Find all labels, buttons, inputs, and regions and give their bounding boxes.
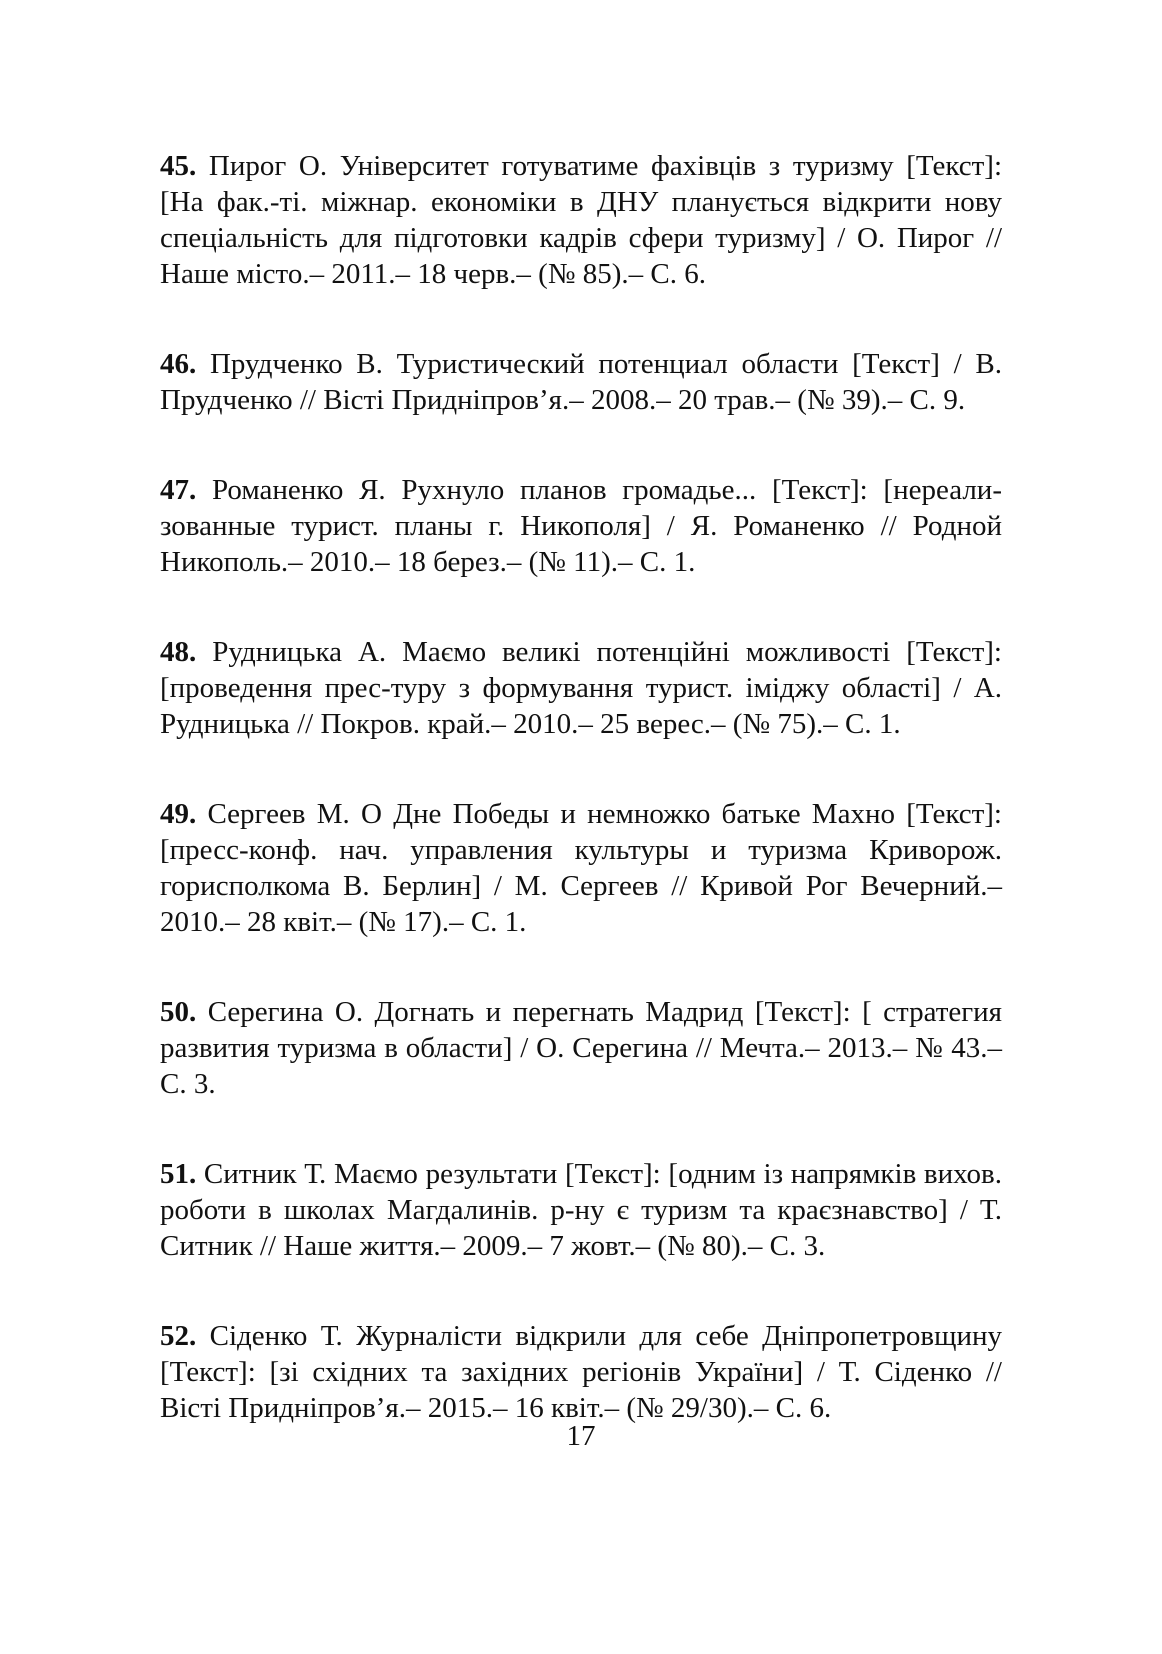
entry-number: 46.	[160, 348, 197, 380]
entry-text: Сергеев М. О Дне Победы и немножко батьке Махно [Текст]: [пресс-конф. нач. управления культуры и туризма Криворож. горисполкома В. Берлин] / М. Сергеев // Кривой Рог Вечерний.– 2010.– 28 квіт.– (№ 17).– С. 1.	[160, 798, 1002, 938]
bibliography-entry-48	[160, 634, 1002, 742]
entry-number: 45.	[160, 150, 197, 182]
bibliography-entry-49	[160, 796, 1002, 940]
bibliography-list	[160, 148, 1002, 1480]
bibliography-entry-47	[160, 472, 1002, 580]
bibliography-entry-45	[160, 148, 1002, 292]
entry-number: 52.	[160, 1320, 197, 1352]
entry-number: 51.	[160, 1158, 197, 1190]
page-number: 17	[566, 1420, 596, 1452]
entry-text: Серегина О. Догнать и перегнать Мадрид [Текст]: [ стратегия развития туризма в области] / О. Серегина // Мечта.– 2013.– № 43.– С. 3.	[160, 996, 1002, 1100]
entry-number: 50.	[160, 996, 197, 1028]
entry-text: Пирог О. Університет готуватиме фахівців з туризму [Текст]: [На фак.-ті. міжнар. економіки в ДНУ планується відкрити нову спеціальність для підготовки кадрів сфери туризму] / О. Пирог // Наше місто.– 2011.– 18 черв.– (№ 85).– С. 6.	[160, 150, 1002, 290]
entry-number: 49.	[160, 798, 197, 830]
entry-text: Сіденко Т. Журналісти відкрили для себе Дніпропетровщину [Текст]: [зі східних та західних регіонів України] / Т. Сіденко // Вісті Придніпров’я.– 2015.– 16 квіт.– (№ 29/30).– С. 6.	[160, 1320, 1002, 1424]
bibliography-entry-52	[160, 1318, 1002, 1426]
entry-text: Романенко Я. Рухнуло планов громадье... [Текст]: [нереализованные турист. планы г. Никополя] / Я. Романенко // Родной Никополь.– 2010.– 18 берез.– (№ 11).– С. 1.	[160, 474, 1002, 578]
bibliography-entry-50	[160, 994, 1002, 1102]
bibliography-entry-46	[160, 346, 1002, 418]
entry-number: 48.	[160, 636, 197, 668]
entry-text: Рудницька А. Маємо великі потенційні можливості [Текст]: [проведення прес-туру з формування турист. іміджу області] / А. Рудницька // Покров. край.– 2010.– 25 верес.– (№ 75).– С. 1.	[160, 636, 1002, 740]
bibliography-entry-51	[160, 1156, 1002, 1264]
entry-number: 47.	[160, 474, 197, 506]
entry-text: Ситник Т. Маємо результати [Текст]: [одним із напрямків вихов. роботи в школах Магдалинів. р-ну є туризм та краєзнавство] / Т. Ситник // Наше життя.– 2009.– 7 жовт.– (№ 80).– С. 3.	[160, 1158, 1002, 1262]
entry-text: Прудченко В. Туристический потенциал области [Текст] / В. Прудченко // Вісті Придніпров’я.– 2008.– 20 трав.– (№ 39).– С. 9.	[160, 348, 1002, 416]
